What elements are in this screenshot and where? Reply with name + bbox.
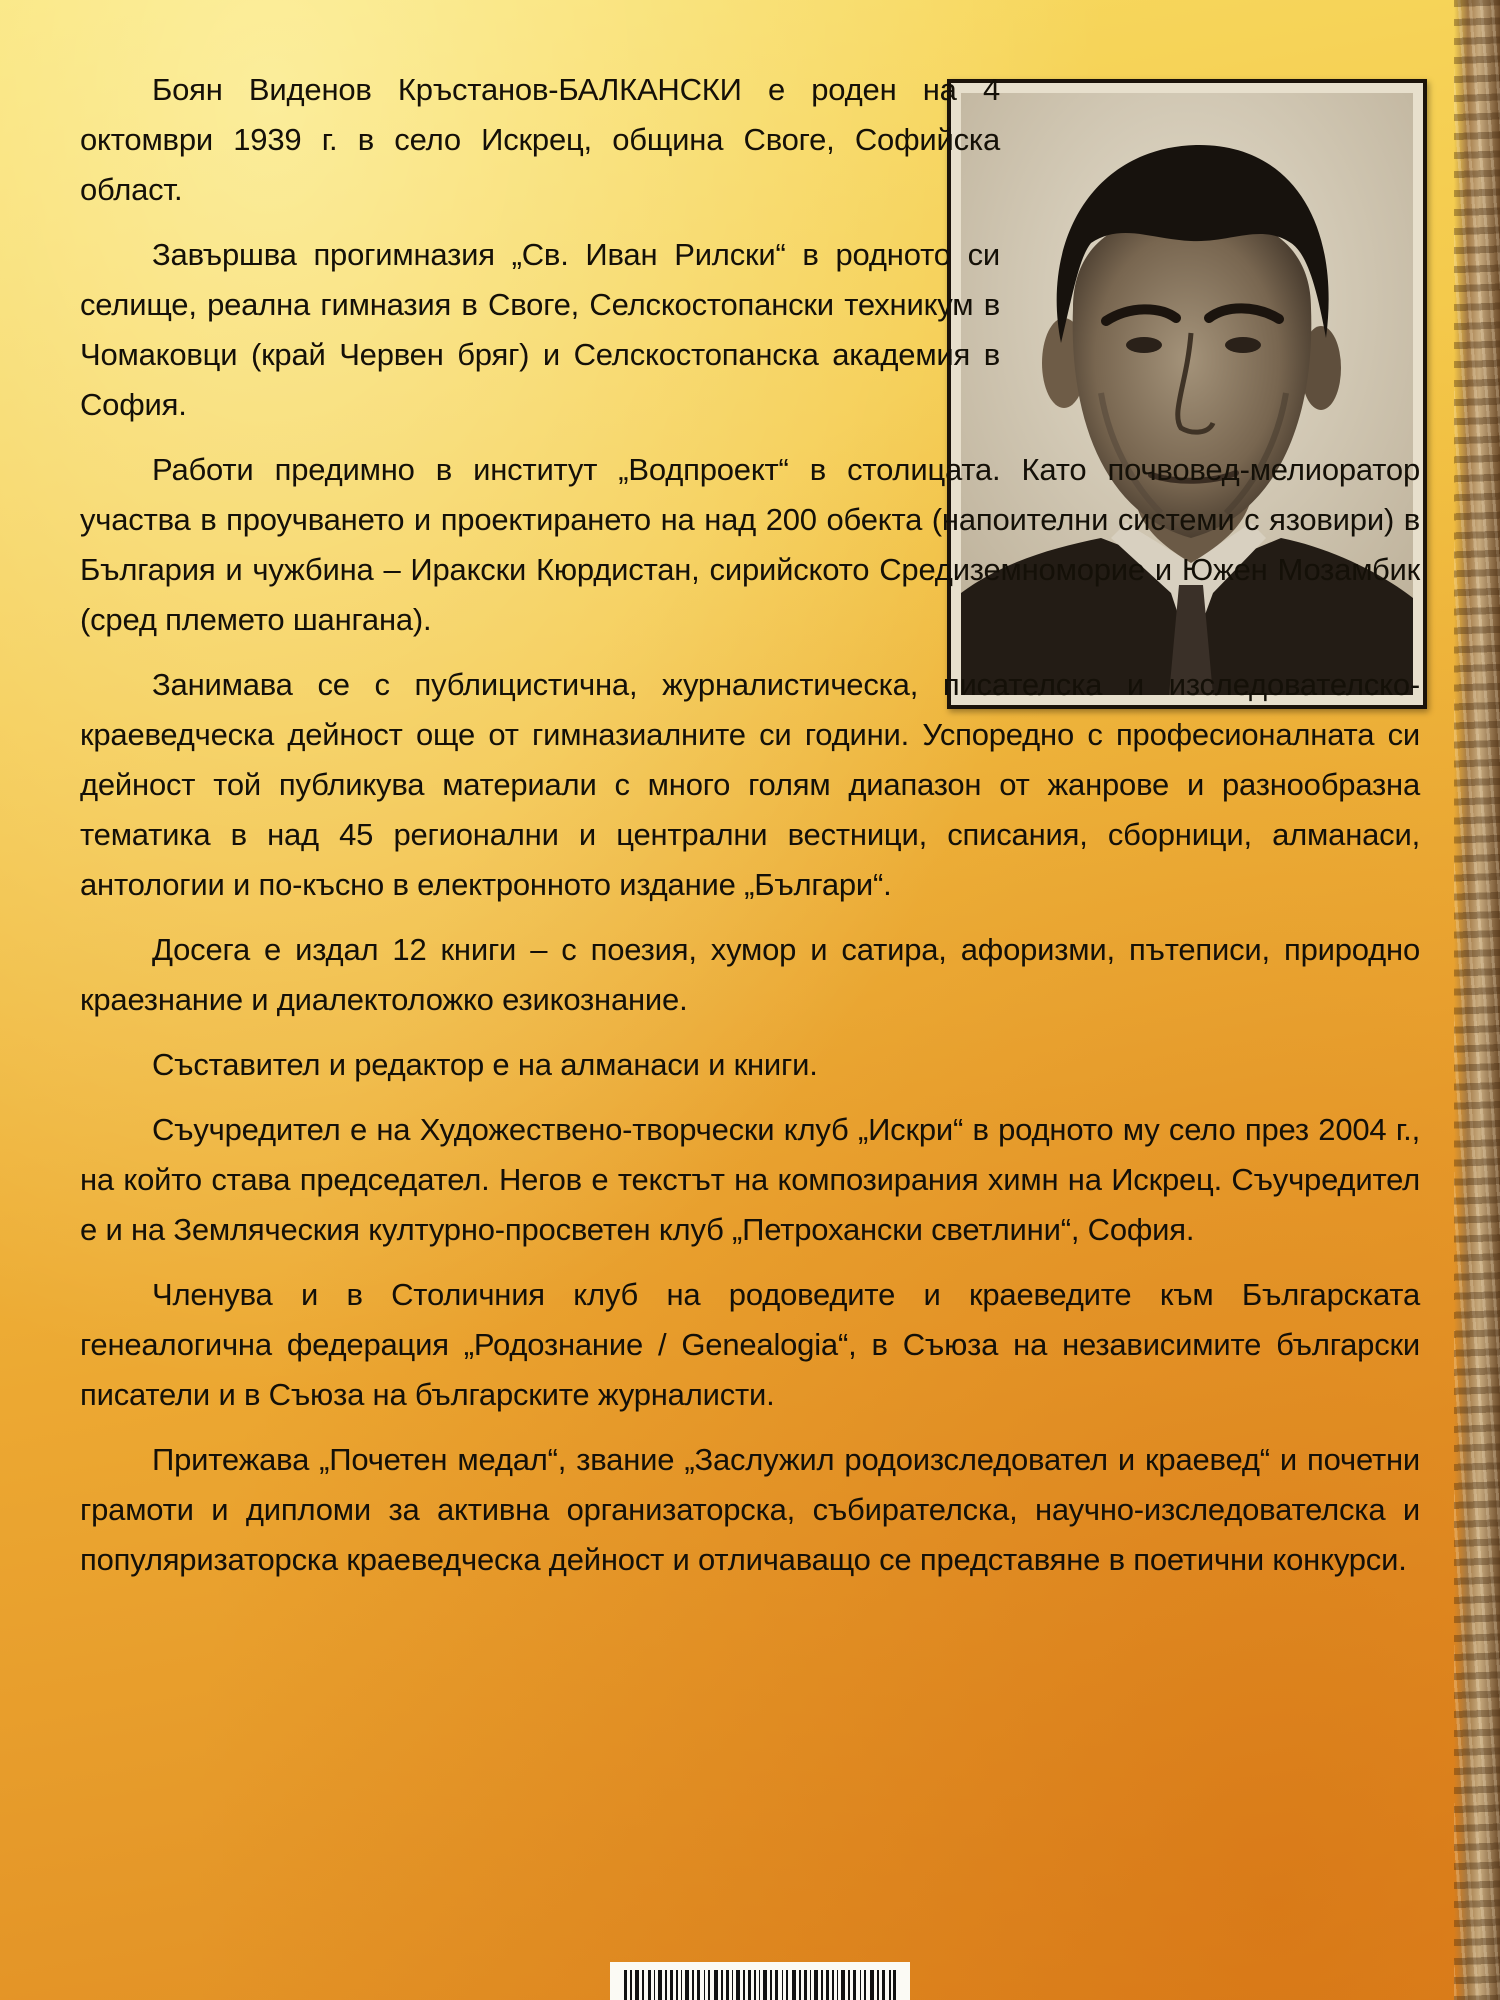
bio-paragraph: Съставител и редактор е на алманаси и книги. bbox=[152, 1047, 818, 1082]
barcode bbox=[610, 1962, 910, 2000]
bio-paragraph: Притежава „Почетен медал“, звание „Заслужил родоизследовател и краевед“ и почетни грамоти и дипломи за активна организаторска, събирателска, научно-изследователска и популяризаторска краеведческа дейност и отличаващо се представяне в поетични конкурси. bbox=[80, 1442, 1420, 1577]
bio-paragraph: Членува и в Столичния клуб на родоведите и краеведите към Българската генеалогична федерация „Родознание / Genealogia“, в Съюза на независимите български писатели и в Съюза на българските журналисти. bbox=[80, 1277, 1420, 1412]
bio-paragraph: Завършва прогимназия „Св. Иван Рилски“ в родното си селище, реална гимназия в Своге, Селскостопански техникум в Чомаковци (край Червен бряг) и Селскостопанска академия в София. bbox=[80, 237, 1000, 422]
barcode-bars bbox=[624, 1970, 896, 2000]
biography-text bbox=[80, 65, 1420, 1600]
book-spine-edge bbox=[1454, 0, 1500, 2000]
bio-paragraph: Боян Виденов Кръстанов-БАЛКАНСКИ е роден на 4 октомври 1939 г. в село Искрец, община Своге, Софийска област. bbox=[80, 72, 1000, 207]
bio-paragraph: Занимава се с публицистична, журналистическа, писателска и изследователско-краеведческа дейност още от гимназиалните си години. Успоредно с професионалната си дейност той публикува материали с много голям диапазон от жанрове и разнообразна тематика в над 45 регионални и централни вестници, списания, сборници, алманаси, антологии и по-късно в електронното издание „Българи“. bbox=[80, 667, 1420, 902]
bio-paragraph: Съучредител е на Художествено-творчески клуб „Искри“ в родното му село през 2004 г., на който става председател. Негов е текстът на композирания химн на Искрец. Съучредител е и на Земляческия културно-просветен клуб „Петрохански светлини“, София. bbox=[80, 1112, 1420, 1247]
bio-paragraph: Работи предимно в институт „Водпроект“ в столицата. Като почвовед-мелиоратор участва в проучването и проектирането на над 200 обекта (напоителни системи с язовири) в България и чужбина – Иракски Кюрдистан, сирийското Средиземноморие и Южен Мозамбик (сред племето шангана). bbox=[80, 452, 1420, 637]
bio-paragraph: Досега е издал 12 книги – с поезия, хумор и сатира, афоризми, пътеписи, природно краезнание и диалектоложко езикознание. bbox=[80, 932, 1420, 1017]
